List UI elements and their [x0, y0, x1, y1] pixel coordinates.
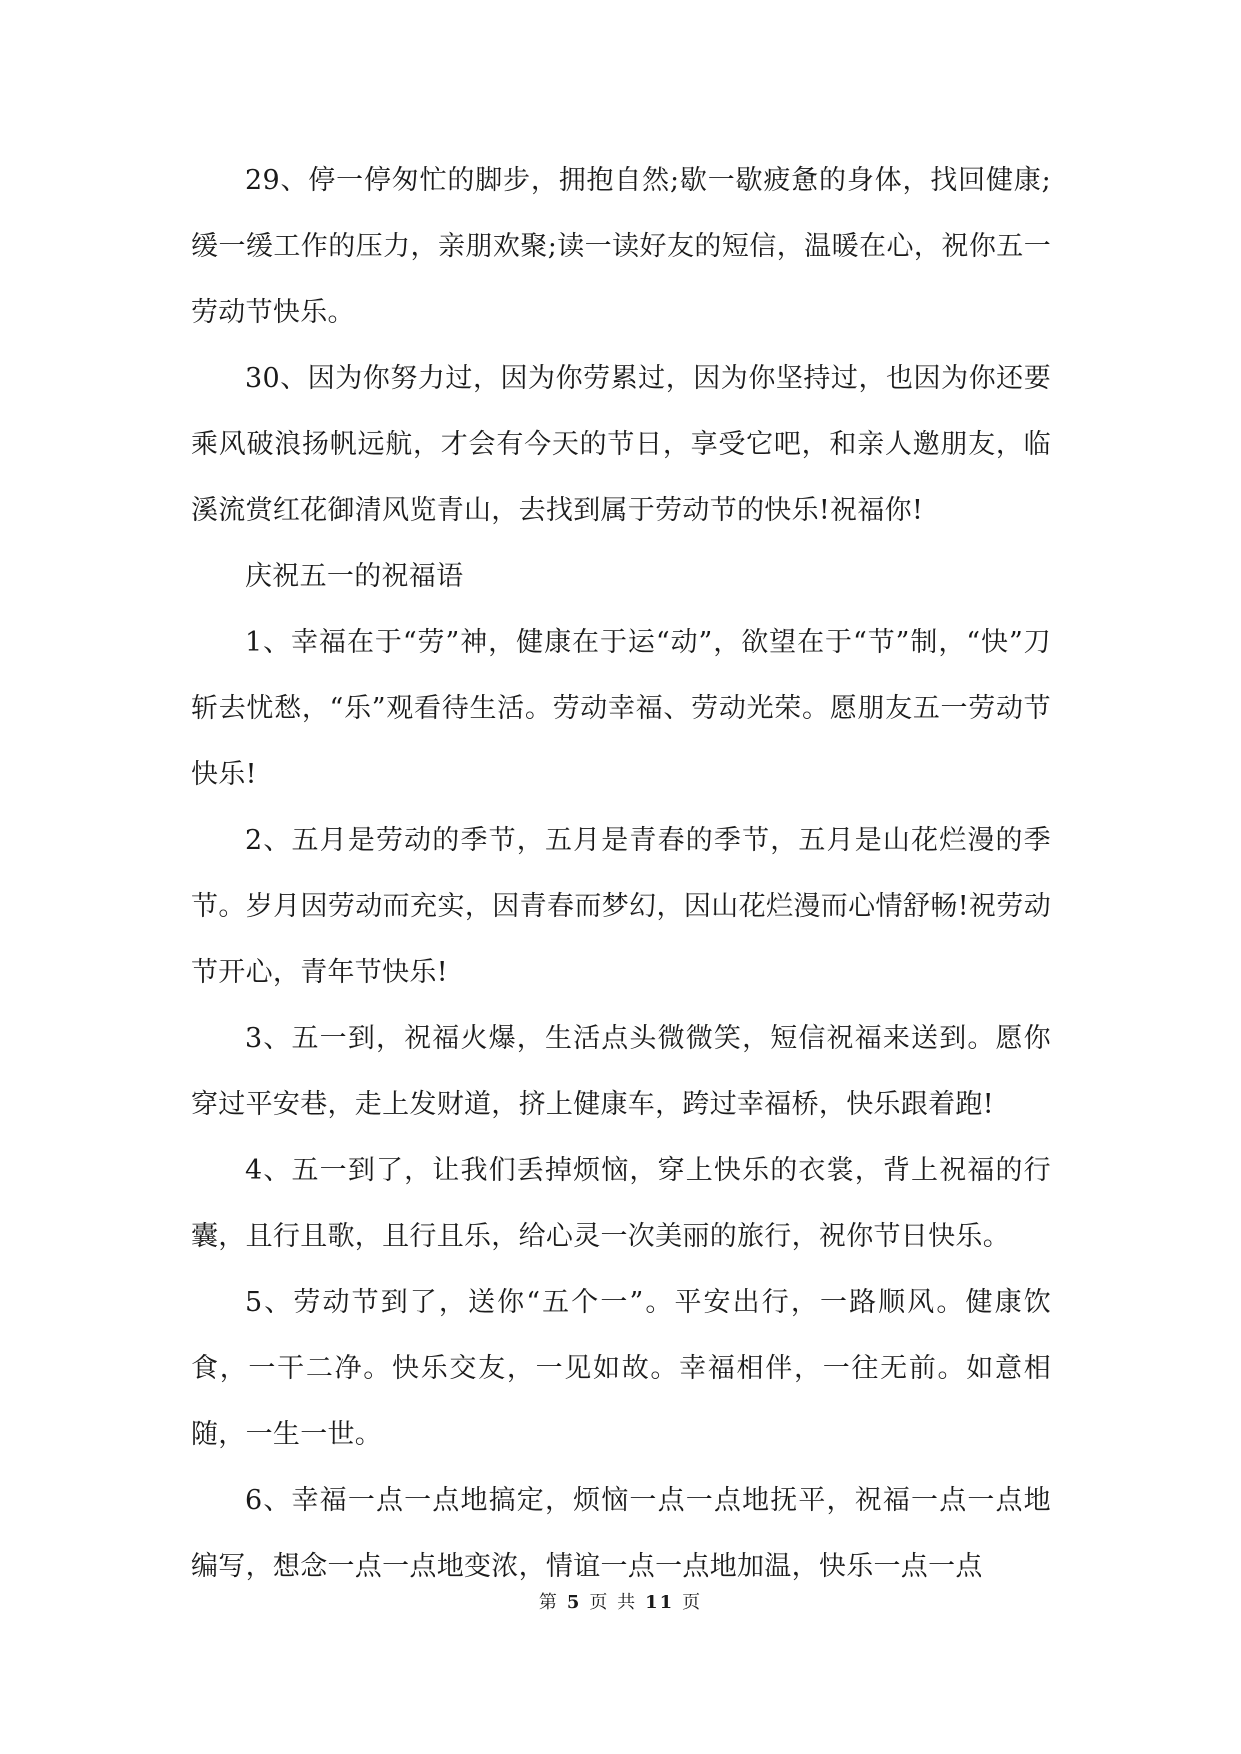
document-body [191, 148, 1051, 1600]
footer-middle: 页 共 [589, 1592, 638, 1613]
total-page-count: 11 [645, 1592, 675, 1613]
paragraph-6: 6、幸福一点一点地搞定，烦恼一点一点地抚平，祝福一点一点地编写，想念一点一点地变浓，情谊一点一点地加温，快乐一点一点 [191, 1485, 1051, 1582]
paragraph-30: 30、因为你努力过，因为你劳累过，因为你坚持过，也因为你还要乘风破浪扬帆远航，才会有今天的节日，享受它吧，和亲人邀朋友，临溪流赏红花御清风览青山，去找到属于劳动节的快乐!祝福你! [191, 363, 1051, 526]
paragraph-3: 3、五一到，祝福火爆，生活点头微微笑，短信祝福来送到。愿你穿过平安巷，走上发财道，挤上健康车，跨过幸福桥，快乐跟着跑! [191, 1023, 1051, 1120]
section-heading: 庆祝五一的祝福语 [245, 561, 464, 592]
footer-suffix: 页 [682, 1592, 703, 1613]
page-footer [0, 1588, 1241, 1614]
paragraph-5: 5、劳动节到了，送你“五个一”。平安出行，一路顺风。健康饮食，一干二净。快乐交友，一见如故。幸福相伴，一往无前。如意相随，一生一世。 [191, 1287, 1051, 1450]
current-page-number: 5 [566, 1592, 582, 1613]
footer-prefix: 第 [538, 1592, 559, 1613]
paragraph-1: 1、幸福在于“劳”神，健康在于运“动”，欲望在于“节”制，“快”刀斩去忧愁，“乐”观看待生活。劳动幸福、劳动光荣。愿朋友五一劳动节快乐! [191, 627, 1051, 790]
paragraph-29: 29、停一停匆忙的脚步，拥抱自然;歇一歇疲惫的身体，找回健康;缓一缓工作的压力，亲朋欢聚;读一读好友的短信，温暖在心，祝你五一劳动节快乐。 [191, 165, 1051, 328]
paragraph-4: 4、五一到了，让我们丢掉烦恼，穿上快乐的衣裳，背上祝福的行囊，且行且歌，且行且乐，给心灵一次美丽的旅行，祝你节日快乐。 [191, 1155, 1051, 1252]
paragraph-2: 2、五月是劳动的季节，五月是青春的季节，五月是山花烂漫的季节。岁月因劳动而充实，因青春而梦幻，因山花烂漫而心情舒畅!祝劳动节开心，青年节快乐! [191, 825, 1051, 988]
